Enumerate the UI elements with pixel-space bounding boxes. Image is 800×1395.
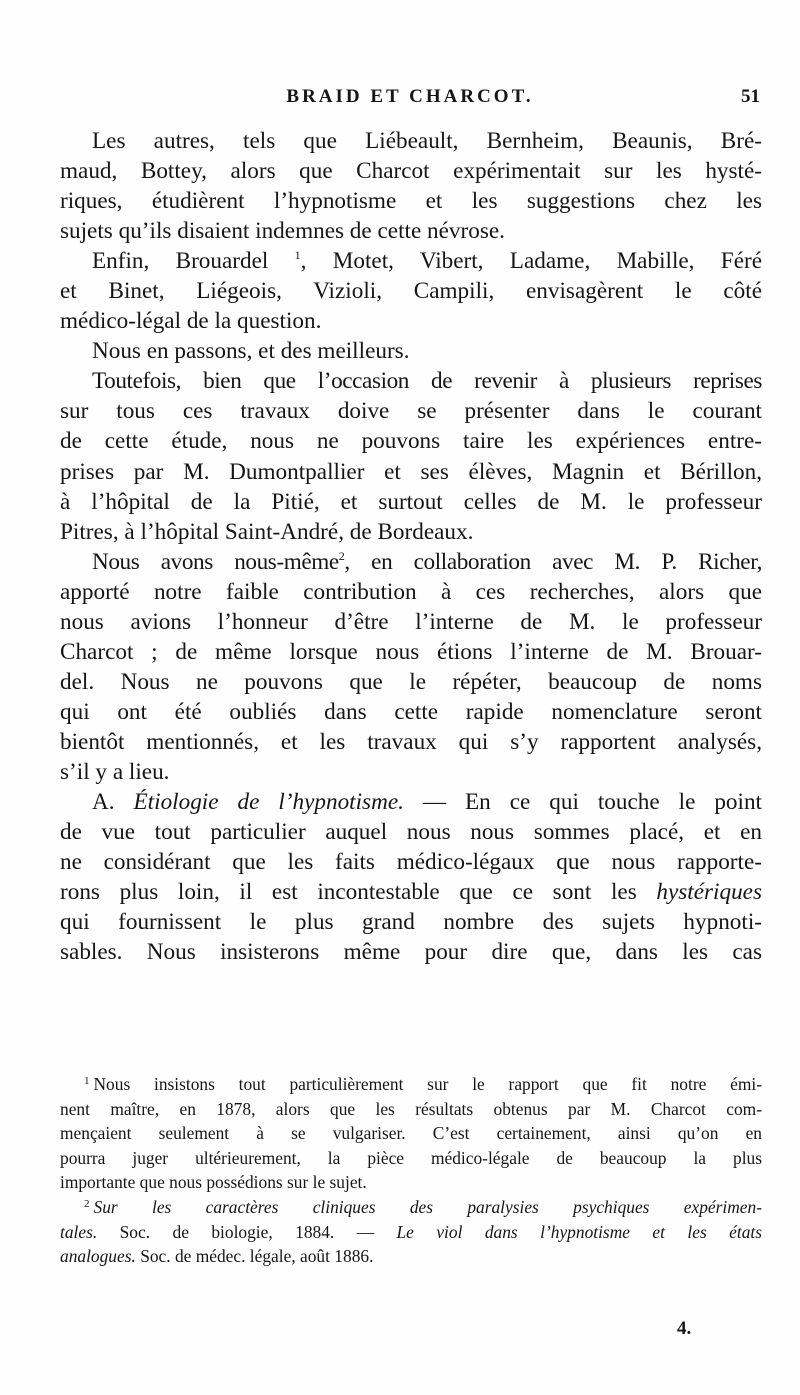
text-line [60,246,762,276]
footnote-line [60,1072,762,1097]
text-span: , en collaboration avec M. P. Richer, [344,548,762,575]
footnote-line [60,1220,762,1245]
text-line: qui fournissent le plus grand nombre des sujets hypnoti- [60,909,762,936]
text-line: nous avions l’honneur d’être l’interne de M. le professeur [60,608,762,635]
footnote-number: 1 [84,1075,90,1087]
text-line: Toutefois, bien que l’occasion de revenir à plusieurs reprises [92,368,762,395]
text-line: Nous en passons, et des meilleurs. [92,338,410,365]
footnote-line [60,1195,762,1220]
footnote-number: 2 [84,1197,90,1210]
running-head [60,86,760,116]
citation-title: Sur les caractères cliniques des paralysies psychiques expérimen- [93,1196,762,1217]
text-line: à l’hôpital de la Pitié, et surtout celles de M. le professeur [60,488,762,515]
text-line: de vue tout particulier auquel nous nous sommes placé, et en [60,819,762,846]
citation-title: analogues. [60,1246,136,1267]
footnote-line: importante que nous possédions sur le sujet. [60,1172,367,1193]
text-line: del. Nous ne pouvons que le répéter, beaucoup de noms [60,668,762,695]
citation-title: tales. [60,1221,98,1242]
running-title: BRAID ET CHARCOT. [286,86,534,107]
text-line: médico-légal de la question. [60,308,322,335]
text-span: — En ce qui touche le point [403,789,762,816]
section-label: A. [92,789,115,816]
text-span: Soc. de médec. légale, août 1886. [135,1246,374,1267]
footnote-ref: 2 [338,548,345,563]
text-line: s’il y a lieu. [60,758,170,785]
text-line: bientôt mentionnés, et les travaux qui s’y rapportent analysés, [60,728,762,755]
text-line: de cette étude, nous ne pouvons taire les expériences entre- [60,428,762,455]
text-line: Les autres, tels que Liébeault, Bernheim, Beaunis, Bré- [92,128,762,154]
page-number: 51 [741,86,760,107]
text-line: qui ont été oubliés dans cette rapide nomenclature seront [60,698,762,725]
footnotes [60,1072,762,1269]
footnote-line: nent maître, en 1878, alors que les résultats obtenus par M. Charcot com- [60,1098,762,1119]
footnote-line: mençaient seulement à se vulgariser. C’est certainement, ainsi qu’on en [60,1123,762,1144]
text-line: ne considérant que les faits médico-légaux que nous rapporte- [60,849,762,876]
text-line: sables. Nous insisterons même pour dire que, dans les cas [60,939,762,966]
section-heading-line [60,787,762,817]
citation-title: Le viol dans l’hypnotisme et les états [396,1221,762,1242]
text-line: et Binet, Liégeois, Vizioli, Campili, envisagèrent le côté [60,278,762,305]
text-line: riques, étudièrent l’hypnotisme et les suggestions chez les [60,188,762,215]
signature-mark: 4. [677,1318,692,1339]
text-span: Enfin, Brouardel [92,248,269,275]
body-text [60,126,762,967]
text-line: Pitres, à l’hôpital Saint-André, de Bordeaux. [60,518,474,545]
text-line: sujets qu’ils disaient indemnes de cette névrose. [60,218,505,245]
text-line [60,877,762,907]
section-heading: Étiologie de l’hypnotisme. [133,789,404,816]
text-span: Soc. de biologie, 1884. — [97,1221,397,1242]
text-span: , Motet, Vibert, Ladame, Mabille, Féré [300,248,762,275]
text-line: prises par M. Dumontpallier et ses élèves, Magnin et Bérillon, [60,458,762,485]
footnote-line [60,1244,762,1269]
text-span: Nous avons nous-même [92,548,339,575]
text-line: apporté notre faible contribution à ces recherches, alors que [60,578,762,605]
text-span: rons plus loin, il est incontestable que ce sont les [60,879,657,906]
text-line: sur tous ces travaux doive se présenter dans le courant [60,398,762,425]
footnote-line: pourra juger ultérieurement, la pièce médico-légale de beaucoup la plus [60,1147,762,1168]
text-line: maud, Bottey, alors que Charcot expérimentait sur les hysté- [60,158,762,185]
footnote-ref: 1 [294,248,301,263]
text-line: Charcot ; de même lorsque nous étions l’interne de M. Brouar- [60,638,762,665]
emphasis: hystériques [656,879,762,906]
text-span: Nous insistons tout particulièrement sur le rapport que fit notre émi- [93,1074,762,1094]
text-line [60,547,762,577]
